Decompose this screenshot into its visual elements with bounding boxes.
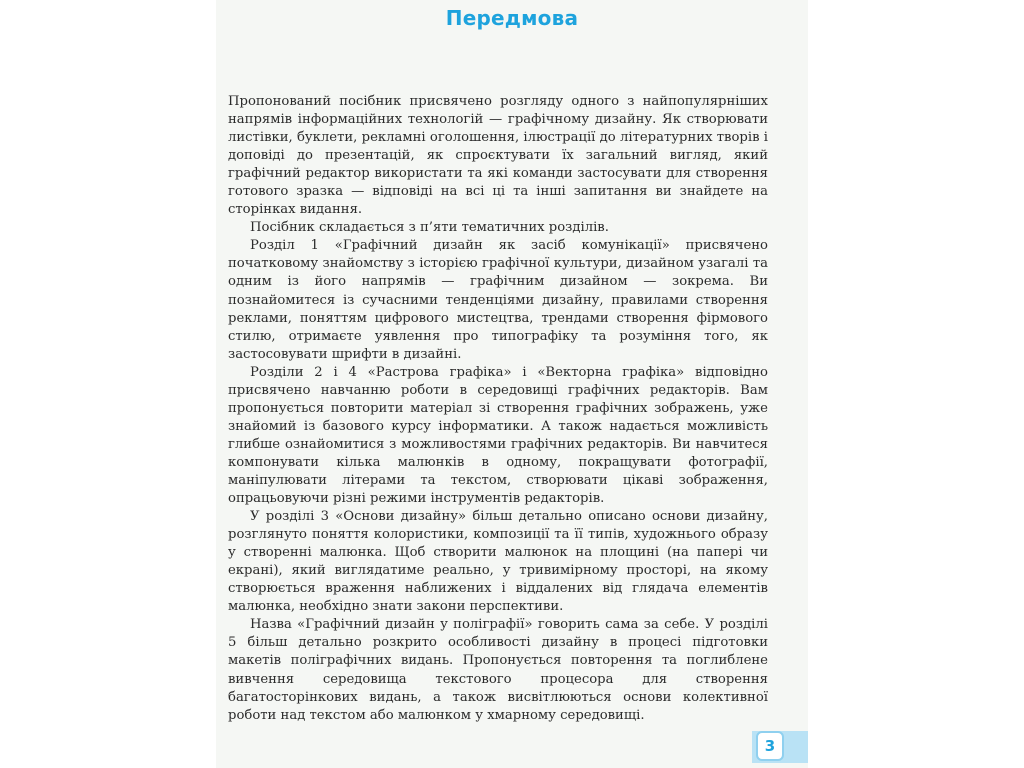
- book-page: [216, 0, 808, 768]
- paragraph-sections-2-4: Розділи 2 і 4 «Растрова графіка» і «Векторна графіка» відповідно присвячено навчанню роботи в середовищі графічних редакторів. Вам пропонується повторити матеріал зі створення графічних зображень, уже знайомий із базового курсу інформатики. А також надається можливість глибше ознайомитися з можливостями графічних редакторів. Ви навчитеся компонувати кілька малюнків в одному, покращувати фотографії, маніпулювати літерами та текстом, створювати цікаві зображення, опрацьовуючи різні режими інструментів редакторів.: [228, 364, 768, 507]
- body-text: [228, 93, 768, 725]
- paragraph-intro: Пропонований посібник присвячено розгляду одного з найпопулярніших напрямів інформаційних технологій — графічному дизайну. Як створювати листівки, буклети, рекламні оголошення, ілюстрації до літературних творів і доповіді до презентацій, як спроєктувати їх загальний вигляд, який графічний редактор використати та які команди застосувати для створення готового зразка — відповіді на всі ці та інші запитання ви знайдете на сторінках видання.: [228, 94, 768, 218]
- paragraph-section-3: У розділі 3 «Основи дизайну» більш детально описано основи дизайну, розглянуто поняття колористики, композиції та її типів, художнього образу у створенні малюнка. Щоб створити малюнок на площині (на папері чи екрані), який виглядатиме реально, у тривимірному просторі, на якому створюється враження наближених і віддалених від глядача елементів малюнка, необхідно знати закони перспективи.: [228, 509, 768, 615]
- paragraph-section-1: Розділ 1 «Графічний дизайн як засіб комунікації» присвячено початковому знайомству з історією графічної культури, дизайном узагалі та одним із його напрямів — графічним дизайном — зокрема. Ви познайомитеся із сучасними тенденціями дизайну, правилами створення реклами, поняттям цифрового мистецтва, трендами створення фірмового стилю, отримаєте уявлення про типографіку та розуміння того, як застосовувати шрифти в дизайні.: [228, 238, 768, 362]
- page-title: Передмова: [445, 6, 579, 30]
- page-number: 3: [756, 731, 784, 761]
- paragraph-structure: Посібник складається з п’яти тематичних розділів.: [250, 220, 609, 236]
- paragraph-section-5: Назва «Графічний дизайн у поліграфії» говорить сама за себе. У розділі 5 більш детально розкрито особливості дизайну в процесі підготовки макетів поліграфічних видань. Пропонується повторення та поглиблене вивчення середовища текстового процесора для створення багатосторінкових видань, а також висвітлюються основи колективної роботи над текстом або малюнком у хмарному середовищі.: [228, 617, 768, 723]
